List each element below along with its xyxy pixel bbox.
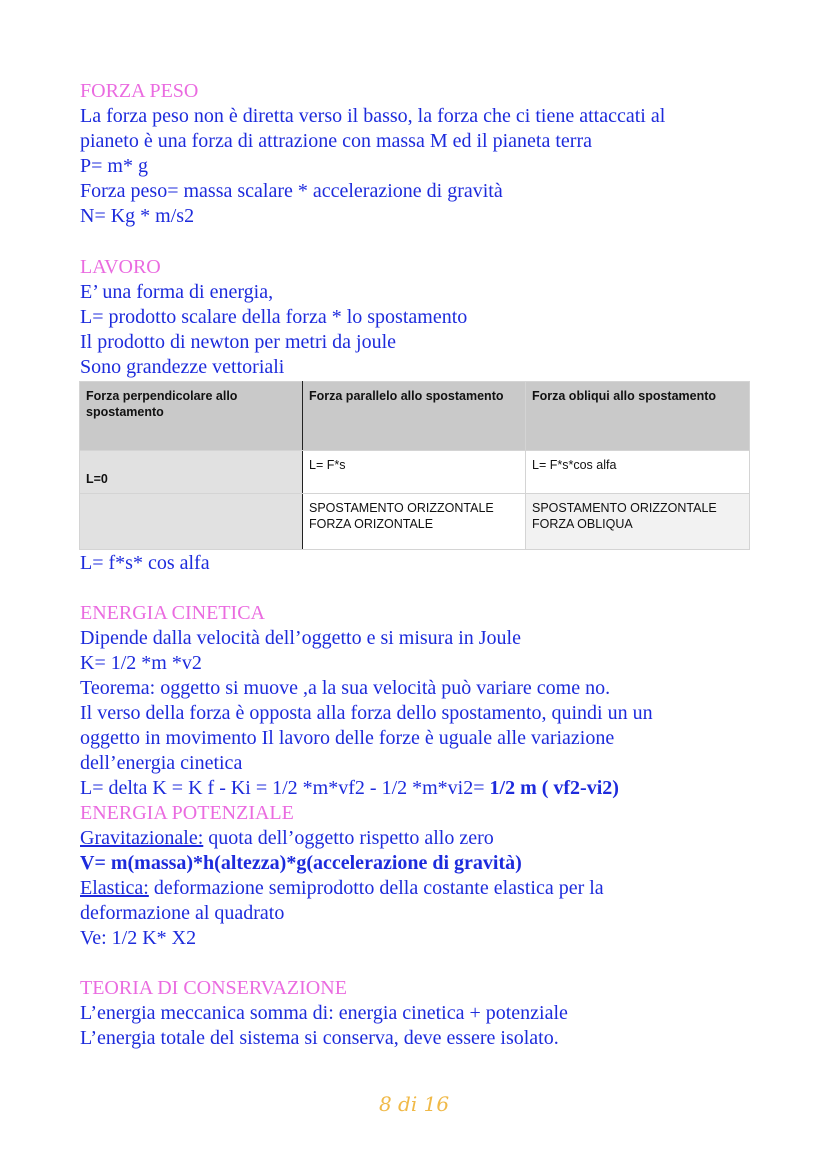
text-line: E’ una forma di energia, — [80, 281, 274, 303]
formula-bold: 1/2 m ( vf2-vi2) — [489, 777, 619, 799]
text-line: deformazione al quadrato — [80, 902, 285, 924]
section-heading-forza-peso: FORZA PESO — [80, 80, 199, 102]
formula-line — [80, 776, 619, 801]
formula-line: V= m(massa)*h(altezza)*g(accelerazione di gravità) — [80, 852, 522, 874]
table-cell: L= F*s*cos alfa — [526, 451, 750, 494]
work-table — [79, 381, 750, 550]
text-line: Dipende dalla velocità dell’oggetto e si misura in Joule — [80, 627, 521, 649]
page-number: 8 di 16 — [378, 1092, 450, 1116]
table-row — [80, 451, 750, 494]
table-cell — [80, 494, 303, 550]
table-header-cell: Forza parallelo allo spostamento — [303, 382, 526, 451]
text-line: La forza peso non è diretta verso il basso, la forza che ci tiene attaccati al — [80, 105, 666, 127]
text-line: Teorema: oggetto si muove ,a la sua velocità può variare come no. — [80, 677, 611, 699]
text-line: L’energia meccanica somma di: energia cinetica + potenziale — [80, 1002, 568, 1024]
formula-line: L= f*s* cos alfa — [80, 552, 210, 574]
text-line: Forza peso= massa scalare * accelerazione di gravità — [80, 180, 503, 202]
text-line: L= prodotto scalare della forza * lo spostamento — [80, 306, 468, 328]
table-header-cell: Forza perpendicolare allo spostamento — [80, 382, 303, 451]
table-cell: SPOSTAMENTO ORIZZONTALE FORZA ORIZONTALE — [303, 494, 526, 550]
formula-line: K= 1/2 *m *v2 — [80, 652, 202, 674]
text-line: pianeto è una forza di attrazione con massa M ed il pianeta terra — [80, 130, 592, 152]
gravitational-text: quota dell’oggetto rispetto allo zero — [203, 827, 494, 849]
text-line: Il prodotto di newton per metri da joule — [80, 331, 397, 353]
table-cell: SPOSTAMENTO ORIZZONTALE FORZA OBLIQUA — [526, 494, 750, 550]
elastic-label: Elastica: — [80, 877, 149, 899]
text-line: Il verso della forza è opposta alla forza dello spostamento, quindi un un — [80, 702, 653, 724]
table-cell: L= F*s — [303, 451, 526, 494]
section-heading-energia-potenziale: ENERGIA POTENZIALE — [80, 802, 294, 824]
text-line — [80, 876, 604, 901]
formula-line: P= m* g — [80, 155, 148, 177]
table-cell: L=0 — [80, 451, 303, 494]
formula-line: N= Kg * m/s2 — [80, 205, 195, 227]
formula-line: Ve: 1/2 K* X2 — [80, 927, 197, 949]
text-line — [80, 826, 494, 851]
section-heading-energia-cinetica: ENERGIA CINETICA — [80, 602, 265, 624]
table-header-cell: Forza obliqui allo spostamento — [526, 382, 750, 451]
text-line: oggetto in movimento Il lavoro delle forze è uguale alle variazione — [80, 727, 615, 749]
text-line: Sono grandezze vettoriali — [80, 356, 285, 378]
formula-plain: L= delta K = K f - Ki = 1/2 *m*vf2 - 1/2 *m*vi2= — [80, 777, 490, 799]
elastic-text: deformazione semiprodotto della costante elastica per la — [148, 877, 604, 899]
gravitational-label: Gravitazionale: — [80, 827, 204, 849]
table-header-row — [80, 382, 750, 451]
section-heading-teoria: TEORIA DI CONSERVAZIONE — [80, 977, 347, 999]
text-line: L’energia totale del sistema si conserva, deve essere isolato. — [80, 1027, 559, 1049]
text-line: dell’energia cinetica — [80, 752, 243, 774]
section-heading-lavoro: LAVORO — [80, 256, 161, 278]
table-row — [80, 494, 750, 550]
